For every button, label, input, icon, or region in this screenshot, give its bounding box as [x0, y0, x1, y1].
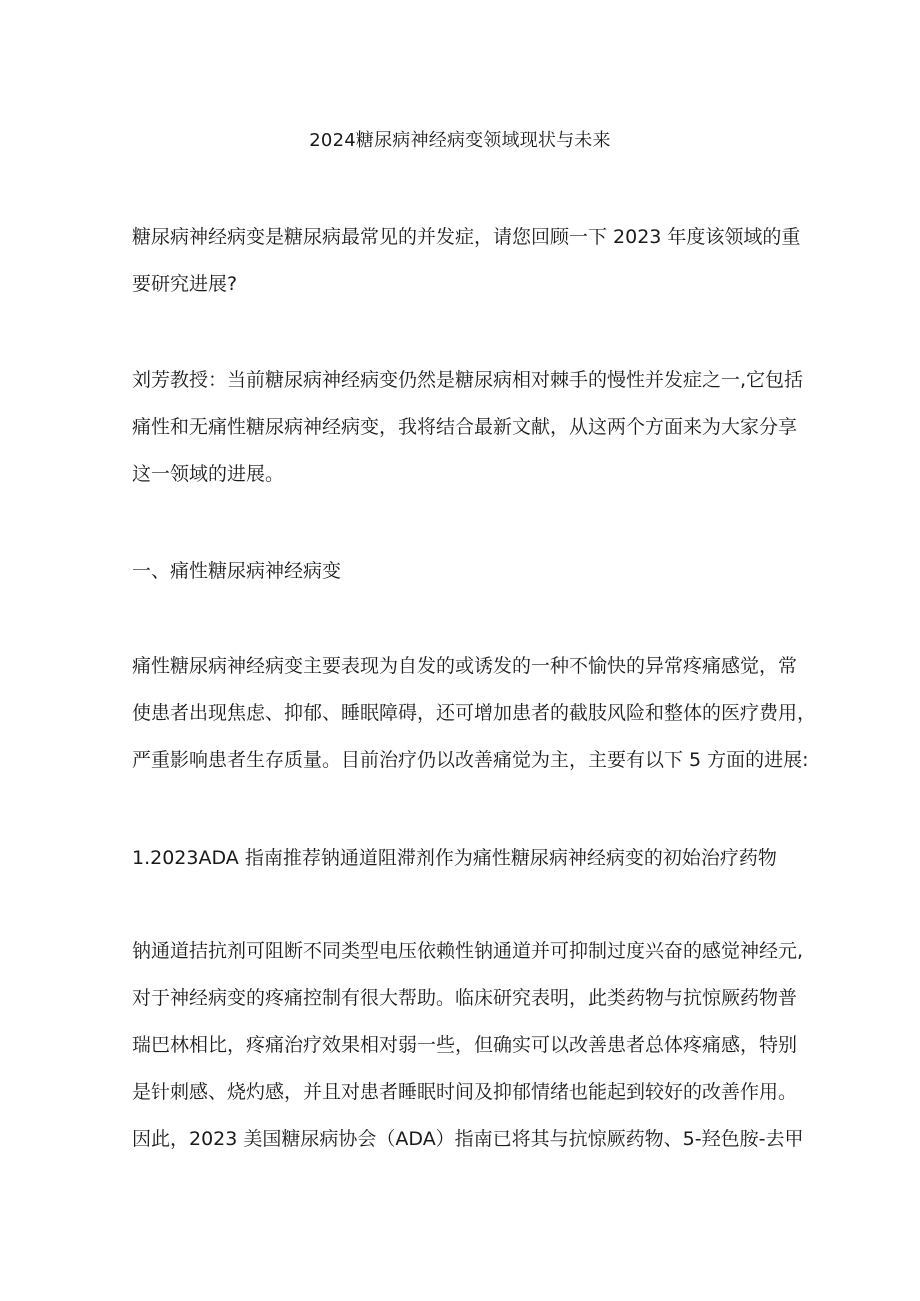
answer-line: 刘芳教授：当前糖尿病神经病变仍然是糖尿病相对棘手的慢性并发症之一,它包括: [132, 369, 804, 391]
paragraph-line: 对于神经病变的疼痛控制有很大帮助。临床研究表明，此类药物与抗惊厥药物普: [132, 987, 798, 1009]
subsection-heading: [132, 835, 802, 882]
document-title: 2024糖尿病神经病变领域现状与未来: [309, 130, 611, 151]
paragraph-line: 严重影响患者生存质量。目前治疗仍以改善痛觉为主，主要有以下 5 方面的进展:: [132, 749, 809, 771]
paragraph-line: 痛性糖尿病神经病变主要表现为自发的或诱发的一种不愉快的异常疼痛感觉，常: [132, 655, 798, 677]
answer-line: 痛性和无痛性糖尿病神经病变，我将结合最新文献，从这两个方面来为大家分享: [132, 416, 798, 438]
subsection-paragraph: [132, 928, 802, 1163]
paragraph-line: 是针刺感、烧灼感，并且对患者睡眠时间及抑郁情绪也能起到较好的改善作用。: [132, 1081, 798, 1103]
paragraph-line: 因此，2023 美国糖尿病协会（ADA）指南已将其与抗惊厥药物、5-羟色胺-去甲: [132, 1128, 804, 1150]
section-paragraph: [132, 643, 817, 784]
paragraph-line: 钠通道拮抗剂可阻断不同类型电压依赖性钠通道并可抑制过度兴奋的感觉神经元,: [132, 940, 804, 962]
paragraph-line: 使患者出现焦虑、抑郁、睡眠障碍，还可增加患者的截肢风险和整体的医疗费用，: [132, 702, 817, 724]
answer-line: 这一领域的进展。: [132, 463, 285, 485]
question-line: 糖尿病神经病变是糖尿病最常见的并发症，请您回顾一下 2023 年度该领域的重: [132, 226, 801, 248]
question-paragraph: [132, 214, 802, 308]
question-line: 要研究进展?: [132, 273, 238, 295]
subsection-heading-text: 1.2023ADA 指南推荐钠通道阻滞剂作为痛性糖尿病神经病变的初始治疗药物: [132, 847, 777, 869]
section-heading-text: 一、痛性糖尿病神经病变: [132, 560, 342, 582]
paragraph-line: 瑞巴林相比，疼痛治疗效果相对弱一些，但确实可以改善患者总体疼痛感，特别: [132, 1034, 798, 1056]
section-heading: [132, 548, 802, 595]
answer-intro-paragraph: [132, 357, 802, 498]
